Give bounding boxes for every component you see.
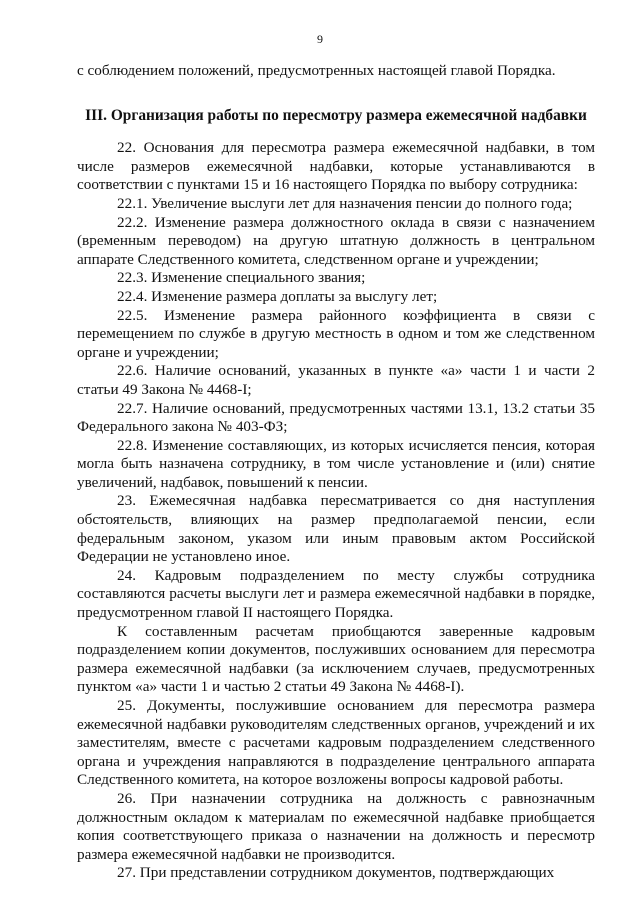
paragraph-22-3: 22.3. Изменение специального звания;	[117, 269, 366, 287]
section-title: III. Организация работы по пересмотру размера ежемесячной надбавки	[85, 106, 587, 124]
lead-paragraph: с соблюдением положений, предусмотренных настоящей главой Порядка.	[77, 62, 556, 79]
paragraph-22-2: 22.2. Изменение размера должностного оклада в связи с назначением (временным переводом) на другую штатную должность в центральном аппарате Следственного комитета, следственном органе и учреждении;	[77, 213, 595, 268]
paragraph-22-8: 22.8. Изменение составляющих, из которых исчисляется пенсия, которая могла быть назначена сотруднику, в том числе установление и (или) снятие увеличений, надбавок, повышений к пенсии.	[77, 436, 595, 491]
paragraph-22-4: 22.4. Изменение размера доплаты за выслугу лет;	[117, 287, 438, 305]
paragraph-23: 23. Ежемесячная надбавка пересматривается со дня наступления обстоятельств, влияющих на размер предполагаемой пенсии, если федеральным законом, указом или иным правовым актом Российской Федерации не установлено иное.	[77, 492, 595, 566]
paragraph-22: 22. Основания для пересмотра размера ежемесячной надбавки, в том числе размеров ежемесячной надбавки, которые устанавливаются в соответствии с пунктами 15 и 16 настоящего Порядка по выбору сотрудника:	[77, 139, 595, 194]
paragraph-22-7: 22.7. Наличие оснований, предусмотренных частями 13.1, 13.2 статьи 35 Федерального закона № 403-ФЗ;	[77, 399, 595, 436]
paragraph-22-5: 22.5. Изменение размера районного коэффициента в связи с перемещением по службе в другую местность в одном и том же следственном органе и учреждении;	[77, 306, 595, 361]
paragraph-24-continued: К составленным расчетам приобщаются заверенные кадровым подразделением копии документов, послуживших основанием для пересмотра размера ежемесячной надбавки (за исключением случаев, предусмотренных пунктом «а» части 1 и частью 2 статьи 49 Закона № 4468-I).	[77, 622, 595, 696]
paragraph-22-6: 22.6. Наличие оснований, указанных в пункте «а» части 1 и части 2 статьи 49 Закона № 4468-I;	[77, 362, 595, 398]
paragraph-26: 26. При назначении сотрудника на должность с равнозначным должностным окладом к материалам по ежемесячной надбавке приобщается копия соответствующего приказа о назначении на должность и пересмотр размера ежемесячной надбавки не производится.	[77, 789, 595, 863]
paragraph-27: 27. При представлении сотрудником документов, подтверждающих	[117, 864, 555, 882]
page-number: 9	[317, 32, 323, 46]
paragraph-24: 24. Кадровым подразделением по месту службы сотрудника составляются расчеты выслуги лет и размера ежемесячной надбавки в порядке, предусмотренном главой II настоящего Порядка.	[77, 566, 595, 622]
paragraph-22-1: 22.1. Увеличение выслуги лет для назначения пенсии до полного года;	[117, 194, 573, 212]
paragraph-25: 25. Документы, послужившие основанием для пересмотра размера ежемесячной надбавки руководителям следственных органов, учреждений и их заместителям, вместе с расчетами кадровым подразделением следственного органа и учреждения направляются в подразделение центрального аппарата Следственного комитета, на которое возложены вопросы кадровой работы.	[77, 697, 595, 789]
document-body	[77, 62, 595, 883]
